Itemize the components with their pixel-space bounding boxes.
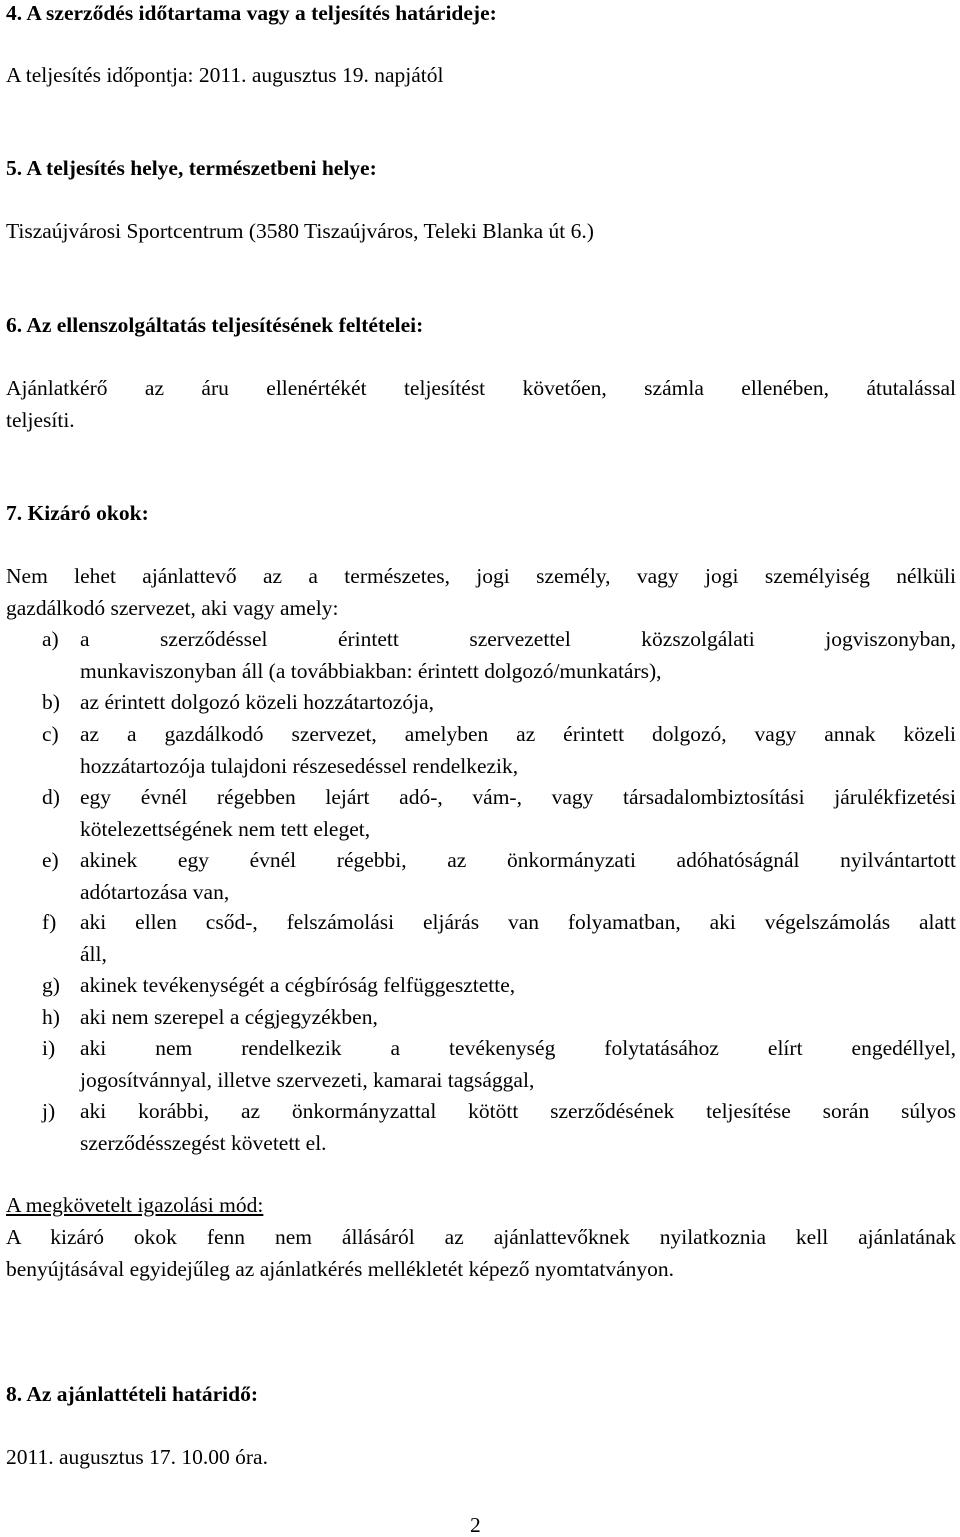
page-number: 2 — [470, 1513, 481, 1537]
list-item-label: f) — [42, 910, 57, 934]
list-item-label: g) — [42, 973, 60, 997]
list-item-text: a szerződéssel érintett szervezettel közszolgálati jogviszonyban, — [80, 627, 956, 651]
proof-heading: A megkövetelt igazolási mód: — [6, 1193, 264, 1217]
section-7-heading: 7. Kizáró okok: — [6, 501, 149, 525]
list-item-label: c) — [42, 722, 59, 746]
list-item-label: a) — [42, 627, 59, 651]
section-4-heading: 4. A szerződés időtartama vagy a teljesítés határideje: — [6, 1, 497, 25]
list-item-continuation: kötelezettségének nem tett eleget, — [80, 817, 371, 841]
list-item-text: aki nem rendelkezik a tevékenység folytatásához elírt engedéllyel, — [80, 1036, 956, 1060]
list-item-text: egy évnél régebben lejárt adó-, vám-, vagy társadalombiztosítási járulékfizetési — [80, 785, 956, 809]
section-4-text: A teljesítés időpontja: 2011. augusztus 19. napjától — [6, 63, 444, 87]
list-item-continuation: áll, — [80, 942, 107, 966]
section-6-line-1: Ajánlatkérő az áru ellenértékét teljesítést követően, számla ellenében, átutalással — [6, 376, 956, 400]
list-item-continuation: szerződésszegést követett el. — [80, 1131, 327, 1155]
list-item-continuation: hozzátartozója tulajdoni részesedéssel rendelkezik, — [80, 754, 519, 778]
section-5-text: Tiszaújvárosi Sportcentrum (3580 Tiszaújváros, Teleki Blanka út 6.) — [6, 219, 594, 243]
list-item-text: akinek egy évnél régebbi, az önkormányzati adóhatóságnál nyilvántartott — [80, 848, 956, 872]
list-item-continuation: munkaviszonyban áll (a továbbiakban: érintett dolgozó/munkatárs), — [80, 659, 662, 683]
section-6-heading: 6. Az ellenszolgáltatás teljesítésének feltételei: — [6, 313, 424, 337]
list-item-label: e) — [42, 848, 59, 872]
list-item-text: az a gazdálkodó szervezet, amelyben az érintett dolgozó, vagy annak közeli — [80, 722, 956, 746]
list-item-continuation: jogosítvánnyal, illetve szervezeti, kamarai tagsággal, — [80, 1068, 535, 1092]
proof-line-1: A kizáró okok fenn nem állásáról az ajánlattevőknek nyilatkoznia kell ajánlatának — [6, 1225, 956, 1249]
proof-line-2: benyújtásával egyidejűleg az ajánlatkérés mellékletét képező nyomtatványon. — [6, 1257, 675, 1281]
list-item-text: aki nem szerepel a cégjegyzékben, — [80, 1005, 378, 1029]
list-item-label: j) — [42, 1099, 56, 1123]
list-item-text: aki ellen csőd-, felszámolási eljárás van folyamatban, aki végelszámolás alatt — [80, 910, 956, 934]
section-6-line-2: teljesíti. — [6, 408, 75, 432]
section-5-heading: 5. A teljesítés helye, természetbeni helye: — [6, 156, 377, 180]
list-item-continuation: adótartozása van, — [80, 880, 230, 904]
list-item-text: az érintett dolgozó közeli hozzátartozója, — [80, 690, 434, 714]
list-item-label: i) — [42, 1036, 56, 1060]
list-item-label: h) — [42, 1005, 60, 1029]
list-item-text: akinek tevékenységét a cégbíróság felfüggesztette, — [80, 973, 516, 997]
section-8-text: 2011. augusztus 17. 10.00 óra. — [6, 1445, 268, 1469]
list-item-text: aki korábbi, az önkormányzattal kötött szerződésének teljesítése során súlyos — [80, 1099, 956, 1123]
section-8-heading: 8. Az ajánlattételi határidő: — [6, 1382, 258, 1406]
section-7-intro-line-2: gazdálkodó szervezet, aki vagy amely: — [6, 596, 339, 620]
list-item-label: d) — [42, 785, 60, 809]
list-item-label: b) — [42, 690, 60, 714]
section-7-intro-line-1: Nem lehet ajánlattevő az a természetes, jogi személy, vagy jogi személyiség nélküli — [6, 564, 956, 588]
